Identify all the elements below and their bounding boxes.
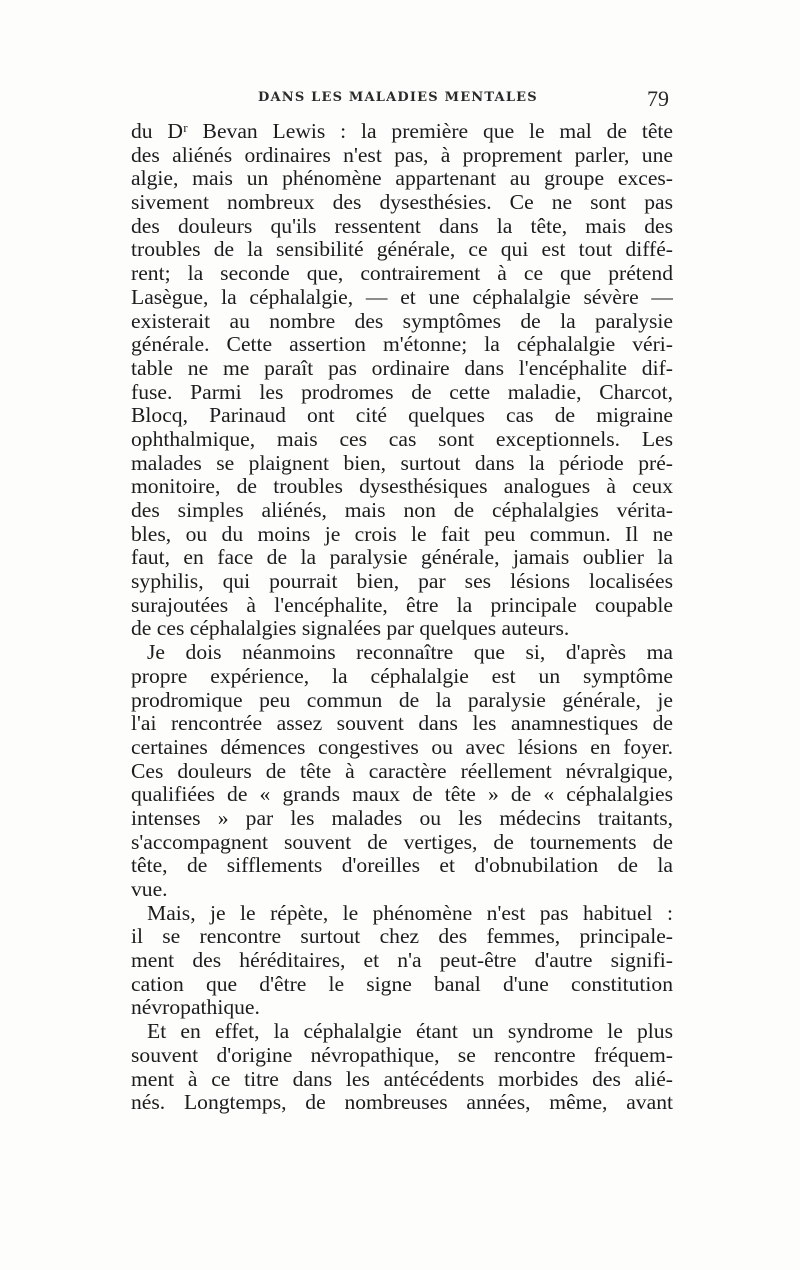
text-line: Ces douleurs de tête à caractère réellement névralgique, xyxy=(131,759,673,783)
text-line: intenses » par les malades ou les médecins traitants, xyxy=(131,806,673,830)
text-line: tête, de sifflements d'oreilles et d'obnubilation de la xyxy=(131,854,673,878)
text-line: troubles de la sensibilité générale, ce qui est tout diffé- xyxy=(131,238,673,262)
running-title: DANS LES MALADIES MENTALES xyxy=(258,90,538,105)
text-line: cation que d'être le signe banal d'une constitution xyxy=(131,972,673,996)
text-line: générale. Cette assertion m'étonne; la céphalalgie véri- xyxy=(131,333,673,357)
text-line: s'accompagnent souvent de vertiges, de tournements de xyxy=(131,830,673,854)
text-line: ophthalmique, mais ces cas sont exceptionnels. Les xyxy=(131,427,673,451)
text-line: rent; la seconde que, contrairement à ce que prétend xyxy=(131,262,673,286)
text-line: névropathique. xyxy=(131,996,260,1020)
text-line: existerait au nombre des symptômes de la paralysie xyxy=(131,309,673,333)
text-line: du Dʳ Bevan Lewis : la première que le mal de tête xyxy=(131,120,673,143)
page-number: 79 xyxy=(647,86,669,111)
text-line: des douleurs qu'ils ressentent dans la tête, mais des xyxy=(131,214,673,238)
text-line: algie, mais un phénomène appartenant au groupe exces- xyxy=(131,167,673,191)
text-line: syphilis, qui pourrait bien, par ses lésions localisées xyxy=(131,570,673,594)
text-line: monitoire, de troubles dysesthésiques analogues à ceux xyxy=(131,475,673,499)
text-line: Mais, je le répète, le phénomène n'est pas habituel : xyxy=(147,901,673,925)
text-line: vue. xyxy=(131,878,168,901)
text-line: qualifiées de « grands maux de tête » de « céphalalgies xyxy=(131,783,673,807)
text-line: l'ai rencontrée assez souvent dans les anamnestiques de xyxy=(131,712,673,736)
text-line: Lasègue, la céphalalgie, — et une céphalalgie sévère — xyxy=(131,285,673,309)
text-line: certaines démences congestives ou avec lésions en foyer. xyxy=(131,735,673,759)
text-line: bles, ou du moins je crois le fait peu commun. Il ne xyxy=(131,522,673,546)
text-line: sivement nombreux des dysesthésies. Ce ne sont pas xyxy=(131,191,673,215)
text-line: prodromique peu commun de la paralysie générale, je xyxy=(131,688,673,712)
text-line: propre expérience, la céphalalgie est un symptôme xyxy=(131,664,673,688)
text-line: Et en effet, la céphalalgie étant un syndrome le plus xyxy=(147,1020,673,1044)
text-line: des simples aliénés, mais non de céphalalgies vérita- xyxy=(131,499,673,522)
text-line: des aliénés ordinaires n'est pas, à proprement parler, une xyxy=(131,143,673,167)
text-line: nés. Longtemps, de nombreuses années, même, avant xyxy=(131,1091,673,1115)
text-line: table ne me paraît pas ordinaire dans l'encéphalite dif- xyxy=(131,356,673,380)
body-text xyxy=(131,120,673,1115)
text-line: malades se plaignent bien, surtout dans la période pré- xyxy=(131,451,673,475)
text-line: souvent d'origine névropathique, se rencontre fréquem- xyxy=(131,1043,673,1067)
text-line: de ces céphalalgies signalées par quelques auteurs. xyxy=(131,617,570,641)
text-line: ment à ce titre dans les antécédents morbides des alié- xyxy=(131,1067,673,1091)
text-line: fuse. Parmi les prodromes de cette maladie, Charcot, xyxy=(131,380,673,404)
text-line: surajoutées à l'encéphalite, être la principale coupable xyxy=(131,593,673,617)
text-line: ment des héréditaires, et n'a peut-être d'autre signifi- xyxy=(131,949,673,973)
text-line: Blocq, Parinaud ont cité quelques cas de migraine xyxy=(131,404,673,428)
text-line: Je dois néanmoins reconnaître que si, d'après ma xyxy=(147,641,673,665)
text-line: faut, en face de la paralysie générale, jamais oublier la xyxy=(131,546,673,570)
text-line: il se rencontre surtout chez des femmes, principale- xyxy=(131,925,673,949)
